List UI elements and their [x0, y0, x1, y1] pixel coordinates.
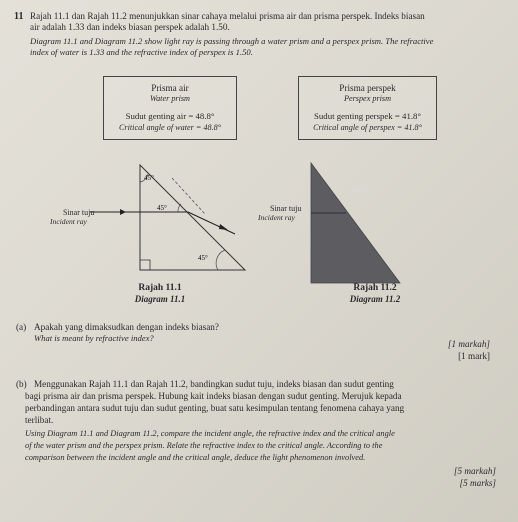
perspex-prism-title-english: Perspex prism — [343, 94, 392, 103]
intro-malay-line-2: air adalah 1.33 dan indeks biasan perspek adalah 1.50. — [30, 22, 230, 32]
part-a-label: (a) — [16, 322, 27, 332]
water-prism-title-english: Water prism — [150, 94, 190, 103]
water-critical-angle-english: Critical angle of water = 48.8° — [118, 123, 222, 132]
question-number: 11 — [14, 11, 24, 22]
perspex-normal-line — [348, 180, 381, 193]
diagram2-incident-label: Sinar tuju — [270, 204, 302, 213]
part-a-question: Apakah yang dimaksudkan dengan indeks biasan? — [34, 322, 219, 332]
perspex-prism-title: Prisma perspek — [339, 83, 396, 93]
intro-english-line-2: index of water is 1.33 and the refractive index of perspex is 1.50. — [30, 47, 253, 57]
diagram2-incident-label-english: Incident ray — [258, 213, 295, 222]
part-b-english-line-1: Using Diagram 11.1 and Diagram 11.2, compare the incident angle, the refractive index and the critical angle — [25, 429, 395, 438]
incident-ray-arrow — [120, 209, 126, 215]
refracted-ray — [188, 212, 235, 234]
perspex-prism-shape — [311, 163, 400, 283]
part-b-malay-line-2: bagi prisma air dan prisma perspek. Hubung kait indeks biasan dengan sudut genting. Merujuk kepada — [25, 391, 402, 401]
part-a-question-english: What is meant by refractive index? — [34, 333, 154, 343]
water-prism-title: Prisma air — [151, 83, 189, 93]
water-prism-outline — [140, 165, 245, 270]
part-b-malay-line-3: perbandingan antara sudut tuju dan sudut genting, buat satu kesimpulan tentang fenomena cahaya yang — [25, 403, 405, 413]
diagram1-incident-label-english: Incident ray — [50, 217, 87, 226]
diagram2-caption-english: Diagram 11.2 — [349, 294, 401, 304]
water-prism-box — [103, 76, 237, 140]
perspex-critical-angle: Sudut genting perspek = 41.8° — [314, 111, 421, 121]
right-angle-mark — [140, 260, 150, 270]
part-b-malay-line-4: terlibat. — [25, 415, 54, 425]
diagram1-caption: Rajah 11.1 — [138, 283, 182, 293]
angle-bottom-label: 45° — [198, 254, 208, 262]
perspex-critical-angle-english: Critical angle of perspex = 41.8° — [313, 123, 422, 132]
normal-line — [172, 178, 205, 214]
diagram2-caption: Rajah 11.2 — [353, 283, 397, 293]
refracted-ray-arrow — [219, 224, 228, 230]
perspex-prism-box — [298, 76, 437, 140]
water-critical-angle: Sudut genting air = 48.8° — [125, 111, 215, 121]
part-a-mark: [1 markah] — [447, 339, 490, 349]
part-b-label: (b) — [16, 379, 27, 389]
diagram-perspex-prism — [296, 158, 406, 288]
diagram1-caption-english: Diagram 11.1 — [134, 294, 186, 304]
part-b-english-line-3: comparison between the incident angle and the critical angle, deduce the light phenomenon involved. — [25, 453, 366, 462]
intro-malay-line-1: Rajah 11.1 dan Rajah 11.2 menunjukkan sinar cahaya melalui prisma air dan prisma perspek. Indeks biasan — [30, 11, 425, 21]
part-b-mark-english: [5 marks] — [459, 478, 496, 488]
intro-english-line-1: Diagram 11.1 and Diagram 11.2 show light ray is passing through a water prism and a perspex prism. The refractive — [30, 36, 434, 46]
diagram1-incident-label: Sinar tuju — [63, 208, 95, 217]
part-b-mark: [5 markah] — [453, 466, 496, 476]
angle-mid-label: 45° — [157, 204, 167, 212]
part-b-english-line-2: of the water prism and the perspex prism. Relate the refractive index to the critical angle. According to the — [25, 441, 383, 450]
part-b-malay-line-1: Menggunakan Rajah 11.1 dan Rajah 11.2, bandingkan sudut tuju, indeks biasan dan sudut genting — [34, 379, 394, 389]
diagram-water-prism — [60, 160, 250, 280]
part-a-mark-english: [1 mark] — [458, 351, 490, 361]
angle-top-label: 45° — [144, 174, 154, 182]
bottom-angle-arc — [216, 250, 225, 270]
